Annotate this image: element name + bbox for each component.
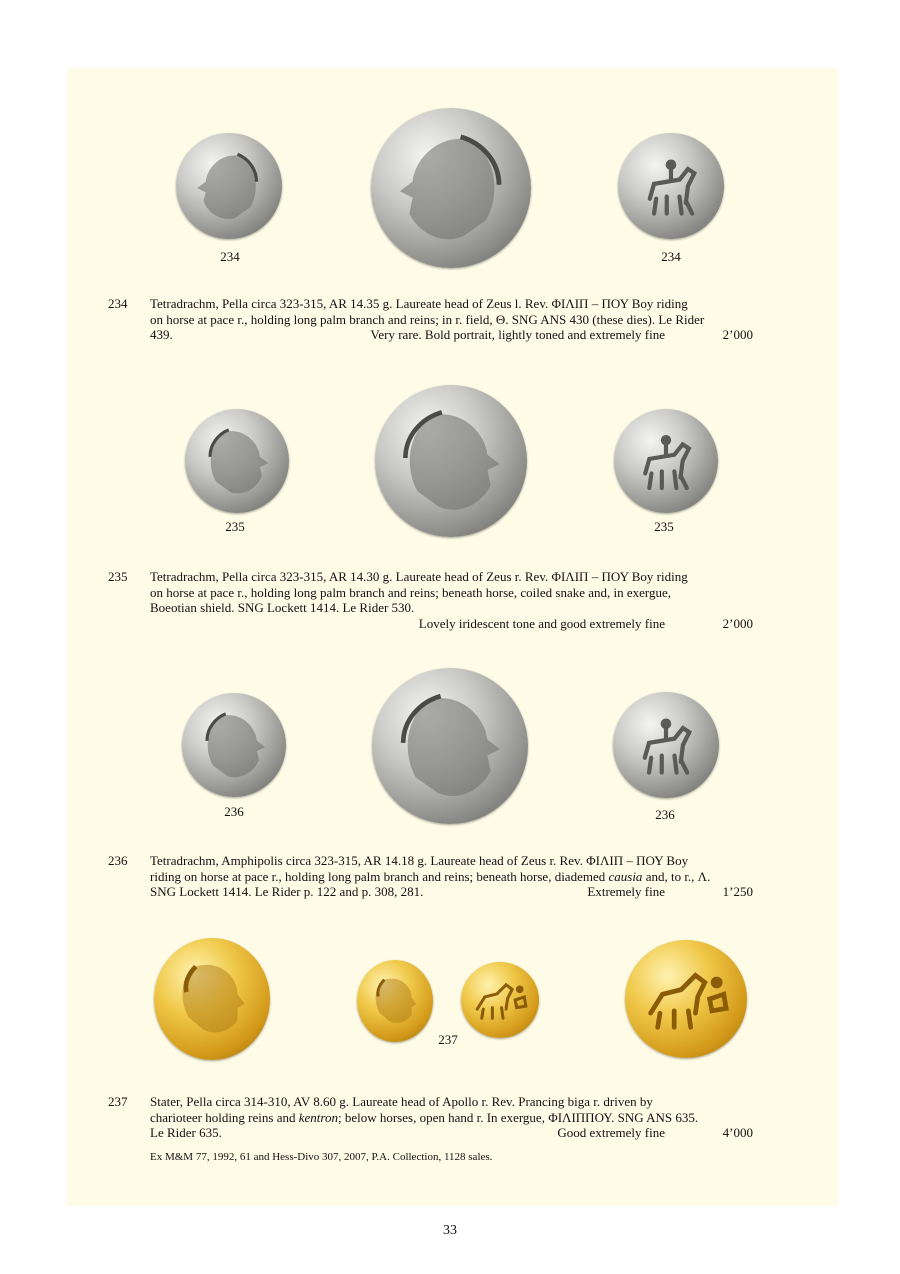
lot-description-line [150,1110,753,1126]
coin-237-obverse-large [154,938,270,1060]
lot-number: 237 [108,1094,128,1109]
lot-237 [108,1094,753,1141]
lot-condition: Lovely iridescent tone and good extremely fine [418,615,665,631]
lot-price: 4’000 [722,1125,753,1140]
coin-237-obverse-small [357,960,433,1042]
zeus-head-left-icon [176,133,282,239]
lot-description [150,1094,753,1125]
lot-description-text: and, to r., Λ. [642,868,711,884]
lot-description-line [150,869,753,885]
lot-236 [108,853,753,900]
lot-description-line: Tetradrachm, Amphipolis circa 323-315, AR 14.18 g. Laureate head of Zeus r. Rev. ΦΙΛΙΠ – ΠΟΥ Boy [150,853,689,868]
coin-235-reverse [614,409,718,513]
lot-condition: Extremely fine [587,884,665,899]
lot-description-text: ; below horses, open hand r. In exergue, ΦΙΛΙΠΠΟΥ. SNG ANS 635. [337,1109,699,1125]
lot-description-italic: causia [608,868,643,884]
lot-price: 1’250 [722,884,753,899]
lot-last-line [150,616,753,632]
lot-last-line [150,884,753,900]
lot-price: 2’000 [722,327,753,342]
zeus-head-left-icon [371,108,531,268]
coin-236-reverse [613,692,719,798]
lot-price: 2’000 [722,615,753,631]
coin-label-234-left: 234 [220,249,240,264]
lot-number: 234 [108,296,128,311]
lot-description [150,296,753,327]
lot-description-line: Stater, Pella circa 314-310, AV 8.60 g. Laureate head of Apollo r. Rev. Prancing biga r. driven by [150,1094,653,1109]
lot-description-text: charioteer holding reins and [150,1109,299,1125]
horse-rider-icon [618,133,724,239]
lot-description-line: Tetradrachm, Pella circa 323-315, AR 14.35 g. Laureate head of Zeus l. Rev. ΦΙΛΙΠ – ΠΟΥ Boy riding [150,296,688,311]
zeus-head-right-icon [185,409,289,513]
chariot-biga-icon [625,940,747,1058]
zeus-head-right-icon [182,693,286,797]
coin-label-237: 237 [438,1032,458,1047]
coin-236-obverse-large [372,668,528,824]
horse-rider-icon [614,409,718,513]
coin-235-obverse-large [375,385,527,537]
coin-237-reverse-small [461,962,539,1038]
page-number: 33 [443,1223,457,1238]
zeus-head-right-icon [372,668,528,824]
coin-label-235-right: 235 [654,519,674,534]
lot-reference: SNG Lockett 1414. Le Rider p. 122 and p. 308, 281. [150,884,424,899]
apollo-head-right-icon [154,938,270,1060]
lot-last-line [150,327,753,343]
lot-234 [108,296,753,343]
coin-label-236-right: 236 [655,807,675,822]
lot-reference: 439. [150,327,173,342]
lot-condition: Good extremely fine [557,1125,665,1140]
lot-description-line: on horse at pace r., holding long palm branch and reins; in r. field, Θ. SNG ANS 430 (these dies). Le Rider [150,311,705,327]
coin-236-obverse-small [182,693,286,797]
lot-description-line: on horse at pace r., holding long palm branch and reins; beneath horse, coiled snake and, in exergue, [150,584,672,600]
coin-label-235-left: 235 [225,519,245,534]
lot-description [150,853,753,884]
coin-234-obverse-large [371,108,531,268]
lot-condition: Very rare. Bold portrait, lightly toned and extremely fine [370,327,665,342]
coin-237-reverse-large [625,940,747,1058]
lot-235 [108,569,753,632]
coin-label-234-right: 234 [661,249,681,264]
lot-number: 235 [108,569,128,584]
lot-description-line: Tetradrachm, Pella circa 323-315, AR 14.30 g. Laureate head of Zeus r. Rev. ΦΙΛΙΠ – ΠΟΥ Boy riding [150,569,688,584]
lot-description-italic: kentron [298,1109,338,1125]
apollo-head-right-icon [357,960,433,1042]
lot-last-line [150,1125,753,1141]
lot-reference: Le Rider 635. [150,1125,222,1140]
lot-number: 236 [108,853,128,868]
lot-description [150,569,753,616]
zeus-head-right-icon [375,385,527,537]
coin-234-reverse [618,133,724,239]
chariot-biga-icon [461,962,539,1038]
coin-235-obverse-small [185,409,289,513]
lot-description-line: Boeotian shield. SNG Lockett 1414. Le Rider 530. [150,600,415,615]
horse-rider-icon [613,692,719,798]
coin-234-obverse-small [176,133,282,239]
coin-label-236-left: 236 [224,804,244,819]
lot-237-provenance: Ex M&M 77, 1992, 61 and Hess-Divo 307, 2007, P.A. Collection, 1128 sales. [150,1151,493,1163]
lot-description-text: riding on horse at pace r., holding long palm branch and reins; beneath horse, diademed [150,868,609,884]
